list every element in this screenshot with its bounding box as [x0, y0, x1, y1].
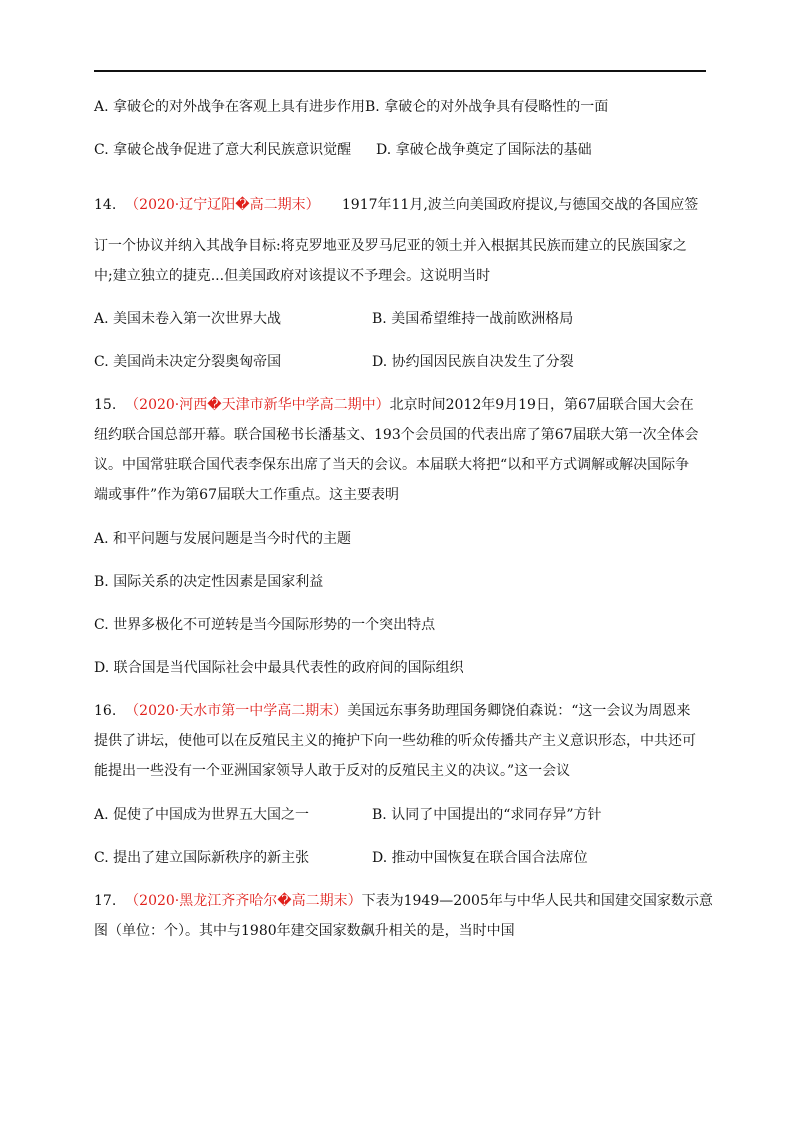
q15-stem-line-1 [94, 395, 694, 415]
q15-stem-3: 议。中国常驻联合国代表李保东出席了当天的会议。本届联大将把“以和平方式调解或解决国际争 [94, 457, 690, 473]
q14-option-d: D. 协约国因民族自决发生了分裂 [372, 354, 574, 370]
q13-option-b: B. 拿破仑的对外战争具有侵略性的一面 [365, 99, 609, 115]
q17-source: （2020·黑龙江齐齐哈尔�高二期末） [125, 893, 362, 909]
q14-number: 14. [94, 197, 117, 213]
q15-option-c: C. 世界多极化不可逆转是当今国际形势的一个突出特点 [94, 617, 436, 633]
q13-option-row-ab [94, 97, 608, 117]
q16-option-c: C. 提出了建立国际新秩序的新主张 [94, 850, 310, 866]
q17-number: 17. [94, 893, 117, 909]
q16-stem-3: 能提出一些没有一个亚洲国家领导人敢于反对的反殖民主义的决议。”这一会议 [94, 763, 571, 779]
q16-option-d: D. 推动中国恢复在联合国合法席位 [372, 850, 588, 866]
q14-stem-3: 中;建立独立的捷克...但美国政府对该提议不予理会。这说明当时 [94, 268, 491, 284]
q15-stem-1: 北京时间2012年9月19日，第67届联合国大会在 [389, 397, 694, 413]
q14-option-b: B. 美国希望维持一战前欧洲格局 [372, 311, 574, 327]
q15-option-b: B. 国际关系的决定性因素是国家利益 [94, 574, 324, 590]
q13-option-c: C. 拿破仑战争促进了意大利民族意识觉醒 [94, 142, 352, 158]
q17-stem-line-1 [94, 891, 713, 911]
q14-option-c: C. 美国尚未决定分裂奥匈帝国 [94, 354, 282, 370]
q16-stem-1: 美国远东事务助理国务卿饶伯森说：“这一会议为周恩来 [347, 703, 691, 719]
q13-option-a: A. 拿破仑的对外战争在客观上具有进步作用 [94, 99, 366, 115]
header-rule [94, 70, 706, 72]
q16-option-a: A. 促使了中国成为世界五大国之一 [94, 807, 310, 823]
q14-stem-line-1 [94, 195, 698, 215]
q15-option-d: D. 联合国是当代国际社会中最具代表性的政府间的国际组织 [94, 660, 464, 676]
q16-source: （2020·天水市第一中学高二期末） [125, 703, 348, 719]
q15-option-a: A. 和平问题与发展问题是当今时代的主题 [94, 531, 352, 547]
q14-option-a: A. 美国未卷入第一次世界大战 [94, 311, 282, 327]
q14-stem-1: 1917年11月,波兰向美国政府提议,与德国交战的各国应签 [341, 197, 699, 213]
q14-stem-2: 订一个协议并纳入其战争目标:将克罗地亚及罗马尼亚的领土并入根据其民族而建立的民族国家之 [94, 238, 687, 254]
q17-stem-2: 图（单位：个）。其中与1980年建交国家数飙升相关的是，当时中国 [94, 923, 515, 939]
q15-stem-2: 纽约联合国总部开幕。联合国秘书长潘基文、193个会员国的代表出席了第67届联大第一次全体会 [94, 427, 699, 443]
q13-option-d: D. 拿破仑战争奠定了国际法的基础 [376, 142, 592, 158]
q15-number: 15. [94, 397, 117, 413]
q17-stem-1: 下表为1949—2005年与中华人民共和国建交国家数示意 [361, 893, 713, 909]
q14-source: （2020·辽宁辽阳�高二期末） [125, 197, 320, 213]
q15-stem-4: 端或事件”作为第67届联大工作重点。这主要表明 [94, 487, 399, 503]
q15-source: （2020·河西�天津市新华中学高二期中） [125, 397, 390, 413]
q16-option-b: B. 认同了中国提出的“求同存异”方针 [372, 807, 602, 823]
q16-stem-line-1 [94, 701, 690, 721]
q16-number: 16. [94, 703, 117, 719]
q16-stem-2: 提供了讲坛，使他可以在反殖民主义的掩护下向一些幼稚的听众传播共产主义意识形态，中共还可 [94, 733, 696, 749]
